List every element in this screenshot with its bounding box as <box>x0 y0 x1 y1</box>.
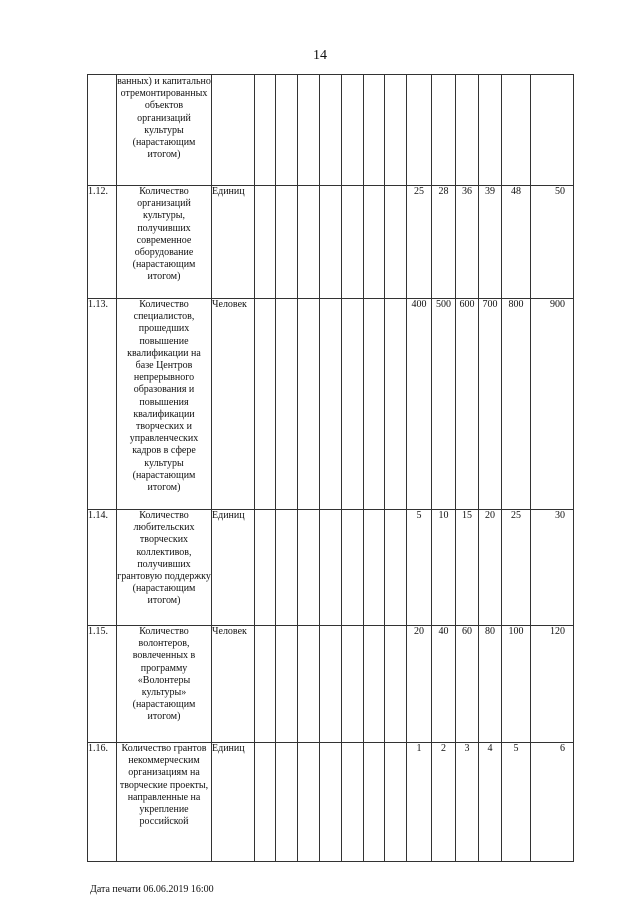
row-number: 1.13. <box>88 299 117 510</box>
empty-cell <box>298 299 320 510</box>
table-row <box>88 626 574 743</box>
value-cell: 3 <box>456 743 479 862</box>
row-number: 1.15. <box>88 626 117 743</box>
empty-cell <box>385 743 407 862</box>
value-cell: 48 <box>502 186 531 299</box>
value-cell: 5 <box>502 743 531 862</box>
empty-cell <box>255 186 276 299</box>
empty-cell <box>342 626 364 743</box>
empty-cell <box>342 510 364 626</box>
indicator-name: ванных) и капитально отремонтированных объектов организаций культуры (нарастающим итогом) <box>117 75 212 186</box>
value-cell: 100 <box>502 626 531 743</box>
empty-cell <box>298 626 320 743</box>
empty-cell <box>320 186 342 299</box>
empty-cell <box>298 743 320 862</box>
empty-cell <box>255 510 276 626</box>
row-number: 1.14. <box>88 510 117 626</box>
empty-cell <box>320 626 342 743</box>
value-cell: 800 <box>502 299 531 510</box>
empty-cell <box>255 626 276 743</box>
unit-of-measure: Человек <box>212 626 255 743</box>
empty-cell <box>364 626 385 743</box>
value-cell: 600 <box>456 299 479 510</box>
table-row <box>88 75 574 186</box>
value-cell: 28 <box>432 186 456 299</box>
value-cell: 1 <box>407 743 432 862</box>
indicator-name: Количество специалистов, прошедших повышение квалификации на базе Центров непрерывного образования и повышения квалификации творческих и управленческих кадров в сфере культуры (нарастающим итогом) <box>117 299 212 510</box>
empty-cell <box>255 299 276 510</box>
value-cell: 25 <box>502 510 531 626</box>
empty-cell <box>364 75 385 186</box>
value-cell: 120 <box>531 626 574 743</box>
print-date-footer: Дата печати 06.06.2019 16:00 <box>90 884 214 895</box>
value-cell <box>531 75 574 186</box>
table-row <box>88 510 574 626</box>
empty-cell <box>255 75 276 186</box>
empty-cell <box>364 299 385 510</box>
value-cell <box>479 75 502 186</box>
empty-cell <box>364 510 385 626</box>
value-cell <box>456 75 479 186</box>
empty-cell <box>385 510 407 626</box>
empty-cell <box>255 743 276 862</box>
unit-of-measure <box>212 75 255 186</box>
indicator-name: Количество организаций культуры, получивших современное оборудование (нарастающим итогом) <box>117 186 212 299</box>
value-cell: 25 <box>407 186 432 299</box>
value-cell: 40 <box>432 626 456 743</box>
empty-cell <box>298 186 320 299</box>
table-row <box>88 743 574 862</box>
unit-of-measure: Человек <box>212 299 255 510</box>
value-cell: 60 <box>456 626 479 743</box>
value-cell: 50 <box>531 186 574 299</box>
value-cell: 15 <box>456 510 479 626</box>
value-cell <box>432 75 456 186</box>
empty-cell <box>320 743 342 862</box>
value-cell: 500 <box>432 299 456 510</box>
value-cell: 80 <box>479 626 502 743</box>
empty-cell <box>276 743 298 862</box>
value-cell: 2 <box>432 743 456 862</box>
value-cell <box>407 75 432 186</box>
empty-cell <box>276 186 298 299</box>
empty-cell <box>364 743 385 862</box>
page-number: 14 <box>313 48 327 63</box>
empty-cell <box>320 75 342 186</box>
table-row <box>88 186 574 299</box>
value-cell: 39 <box>479 186 502 299</box>
unit-of-measure: Единиц <box>212 743 255 862</box>
value-cell <box>502 75 531 186</box>
empty-cell <box>276 510 298 626</box>
empty-cell <box>298 75 320 186</box>
empty-cell <box>342 75 364 186</box>
empty-cell <box>276 626 298 743</box>
value-cell: 36 <box>456 186 479 299</box>
indicator-name: Количество грантов некоммерческим организациям на творческие проекты, направленные на укрепление российской <box>117 743 212 862</box>
indicators-table <box>87 74 574 862</box>
row-number <box>88 75 117 186</box>
value-cell: 20 <box>407 626 432 743</box>
value-cell: 4 <box>479 743 502 862</box>
unit-of-measure: Единиц <box>212 186 255 299</box>
value-cell: 30 <box>531 510 574 626</box>
value-cell: 400 <box>407 299 432 510</box>
empty-cell <box>364 186 385 299</box>
empty-cell <box>276 75 298 186</box>
value-cell: 10 <box>432 510 456 626</box>
value-cell: 900 <box>531 299 574 510</box>
indicator-name: Количество любительских творческих коллективов, получивших грантовую поддержку (нарастающим итогом) <box>117 510 212 626</box>
empty-cell <box>320 299 342 510</box>
unit-of-measure: Единиц <box>212 510 255 626</box>
empty-cell <box>385 186 407 299</box>
value-cell: 6 <box>531 743 574 862</box>
row-number: 1.12. <box>88 186 117 299</box>
value-cell: 20 <box>479 510 502 626</box>
empty-cell <box>276 299 298 510</box>
empty-cell <box>342 743 364 862</box>
value-cell: 700 <box>479 299 502 510</box>
empty-cell <box>342 299 364 510</box>
empty-cell <box>385 75 407 186</box>
empty-cell <box>385 626 407 743</box>
empty-cell <box>385 299 407 510</box>
indicator-name: Количество волонтеров, вовлеченных в программу «Волонтеры культуры» (нарастающим итогом) <box>117 626 212 743</box>
row-number: 1.16. <box>88 743 117 862</box>
empty-cell <box>320 510 342 626</box>
empty-cell <box>298 510 320 626</box>
table-row <box>88 299 574 510</box>
empty-cell <box>342 186 364 299</box>
value-cell: 5 <box>407 510 432 626</box>
